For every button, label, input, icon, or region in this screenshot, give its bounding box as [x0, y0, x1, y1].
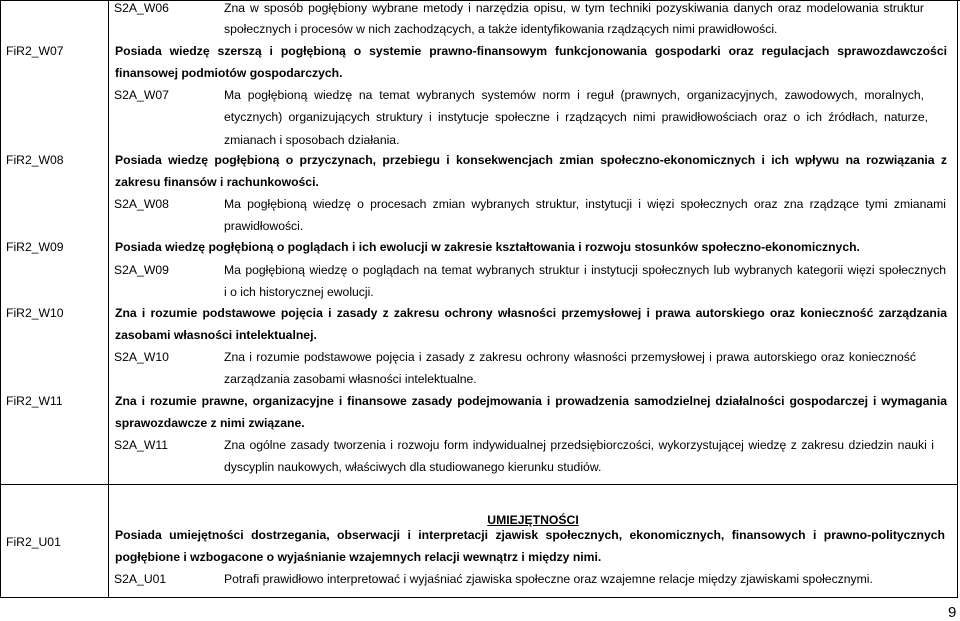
section-heading: UMIEJĘTNOŚCI — [487, 513, 579, 527]
outcome-description-line: Posiada wiedzę pogłębioną o przyczynach, przebiegu i konsekwencjach zmian społeczno-ekonomicznych i ich wpływu na rozwiązania z — [115, 153, 947, 167]
outcome-description-line: finansowej podmiotów gospodarczych. — [115, 66, 343, 80]
sub-description-line: dyscyplin naukowych, właściwych dla studiowanego kierunku studiów. — [224, 460, 602, 474]
sub-code: S2A_W09 — [114, 263, 169, 277]
outcome-description-line: Posiada umiejętności dostrzegania, obserwacji i interpretacji zjawisk społecznych, ekonomicznych, finansowych i prawno-politycznych — [115, 528, 945, 542]
outcome-code: FiR2_W11 — [6, 394, 63, 408]
table-border-right — [957, 0, 958, 597]
table-border-bottom — [0, 597, 958, 598]
sub-code: S2A_W11 — [114, 438, 168, 452]
outcome-description-line: pogłębione i wzbogacone o wyjaśnianie wzajemnych relacji wewnątrz i między nimi. — [115, 550, 602, 564]
outcome-description-line: zasobami własności intelektualnej. — [115, 328, 317, 342]
sub-code: S2A_W10 — [114, 350, 169, 364]
outcome-code: FiR2_W08 — [6, 153, 64, 167]
sub-description-line: Zna i rozumie podstawowe pojęcia i zasady z zakresu ochrony własności przemysłowej i prawa autorskiego oraz konieczność — [224, 350, 916, 364]
sub-code: S2A_W06 — [114, 1, 169, 15]
sub-description-line: Ma pogłębioną wiedzę o poglądach na temat wybranych struktur i instytucji społecznych lub wybranych kategorii więzi społecznych — [224, 263, 946, 277]
outcome-description-line: Posiada wiedzę szerszą i pogłębioną o systemie prawno-finansowym funkcjonowania gospodarki oraz regulacjach sprawozdawczości — [115, 44, 947, 58]
sub-description-line: zarządzania zasobami własności intelektualne. — [224, 372, 477, 386]
row-divider — [0, 484, 958, 485]
sub-code: S2A_W08 — [114, 197, 169, 211]
sub-code: S2A_U01 — [114, 572, 167, 586]
sub-description-line: Ma pogłębioną wiedzę na temat wybranych systemów norm i reguł (prawnych, organizacyjnych, zawodowych, moralnych, — [224, 88, 924, 102]
sub-description-line: Zna ogólne zasady tworzenia i rozwoju form indywidualnej przedsiębiorczości, wykorzystującej wiedzę z zakresu dziedzin nauki i — [224, 438, 934, 452]
page-number: 9 — [948, 604, 957, 621]
outcome-description-line: sprawozdawcze z nimi związane. — [115, 416, 305, 430]
outcome-description-line: Zna i rozumie podstawowe pojęcia i zasady z zakresu ochrony własności przemysłowej i prawa autorskiego oraz konieczność zarządzania — [115, 306, 947, 320]
sub-code: S2A_W07 — [114, 88, 169, 102]
sub-description-line: zmianach i sposobach działania. — [224, 133, 400, 147]
outcome-description-line: Posiada wiedzę pogłębioną o poglądach i ich ewolucji w zakresie kształtowania i rozwoju stosunków społeczno-ekonomicznych. — [115, 240, 860, 254]
outcome-code: FiR2_U01 — [6, 535, 61, 549]
outcome-description-line: Zna i rozumie prawne, organizacyjne i finansowe zasady podejmowania i prowadzenia samodzielnej działalności gospodarczej i wymagania — [115, 394, 947, 408]
sub-description-line: społecznych i procesów w nich zachodzących, a także identyfikowania rządzących nimi prawidłowości. — [224, 22, 778, 36]
column-divider — [108, 0, 109, 597]
outcome-code: FiR2_W09 — [6, 240, 64, 254]
sub-description-line: etycznych) organizujących struktury i instytucje społeczne i rządzących nimi prawidłowościach oraz o ich źródłach, naturze, — [224, 110, 928, 124]
sub-description-line: Potrafi prawidłowo interpretować i wyjaśniać zjawiska społeczne oraz wzajemne relacje między zjawiskami społecznymi. — [224, 572, 873, 586]
sub-description-line: Ma pogłębioną wiedzę o procesach zmian wybranych struktur, instytucji i więzi społecznych oraz zna rządzące tymi zmianami — [224, 197, 946, 211]
sub-description-line: prawidłowości. — [224, 219, 304, 233]
outcome-code: FiR2_W10 — [6, 306, 64, 320]
outcome-description-line: zakresu finansów i rachunkowości. — [115, 175, 319, 189]
sub-description-line: Zna w sposób pogłębiony wybrane metody i narzędzia opisu, w tym techniki pozyskiwania danych oraz modelowania struktur — [224, 1, 924, 15]
sub-description-line: i o ich historycznej ewolucji. — [224, 285, 374, 299]
outcome-code: FiR2_W07 — [6, 44, 64, 58]
table-border-left — [0, 0, 1, 597]
